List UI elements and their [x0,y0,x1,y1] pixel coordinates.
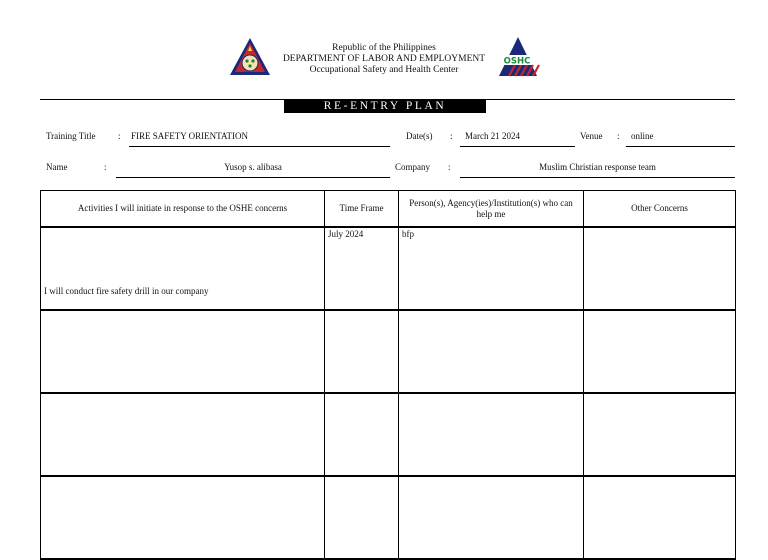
oshc-logo-text: OSHC [503,56,531,67]
activity-cell[interactable] [41,310,325,393]
dates-value[interactable]: March 21 2024 [465,131,520,141]
header-department: DEPARTMENT OF LABOR AND EMPLOYMENT [282,54,486,64]
time-frame-cell[interactable] [325,476,399,559]
activity-cell[interactable] [41,476,325,559]
activities-column-header: Activities I will initiate in response to the OSHE concerns [41,191,325,228]
time-frame-cell[interactable] [325,393,399,476]
dates-label: Date(s) [406,131,433,141]
persons-cell[interactable] [399,476,584,559]
other-concerns-column-header: Other Concerns [584,191,736,228]
colon: : [104,162,107,172]
re-entry-plan-table [40,190,736,560]
oshc-logo [497,36,543,78]
persons-column-header: Person(s), Agency(ies)/Institution(s) who can help me [399,191,584,228]
persons-cell[interactable] [399,393,584,476]
table-row [41,310,736,393]
training-title-underline [129,146,390,147]
table-header-row [41,191,736,228]
colon: : [448,162,451,172]
colon: : [118,131,121,141]
re-entry-plan-banner: RE-ENTRY PLAN [284,100,486,113]
training-title-label: Training Title [46,131,96,141]
name-value[interactable]: Yusop s. alibasa [224,162,282,172]
name-underline [116,177,390,178]
persons-cell[interactable] [399,310,584,393]
dates-underline [460,146,575,147]
activity-cell[interactable] [41,393,325,476]
time-frame-cell[interactable]: July 2024 [325,227,399,310]
training-title-value[interactable]: FIRE SAFETY ORIENTATION [131,131,248,141]
other-concerns-cell[interactable] [584,476,736,559]
venue-value[interactable]: online [631,131,654,141]
colon: : [617,131,620,141]
table-row [41,393,736,476]
table-row [41,476,736,559]
activity-cell[interactable]: I will conduct fire safety drill in our company [41,227,325,310]
name-label: Name [46,162,68,172]
header-republic: Republic of the Philippines [332,43,436,53]
other-concerns-cell[interactable] [584,393,736,476]
company-underline [460,177,735,178]
time-frame-column-header: Time Frame [325,191,399,228]
company-value[interactable]: Muslim Christian response team [539,162,656,172]
table-row [41,227,736,310]
header-oshc: Occupational Safety and Health Center [309,65,459,75]
company-label: Company [395,162,430,172]
time-frame-cell[interactable] [325,310,399,393]
other-concerns-cell[interactable] [584,227,736,310]
venue-label: Venue [580,131,603,141]
persons-cell[interactable]: bfp [399,227,584,310]
other-concerns-cell[interactable] [584,310,736,393]
colon: : [450,131,453,141]
venue-underline [626,146,735,147]
